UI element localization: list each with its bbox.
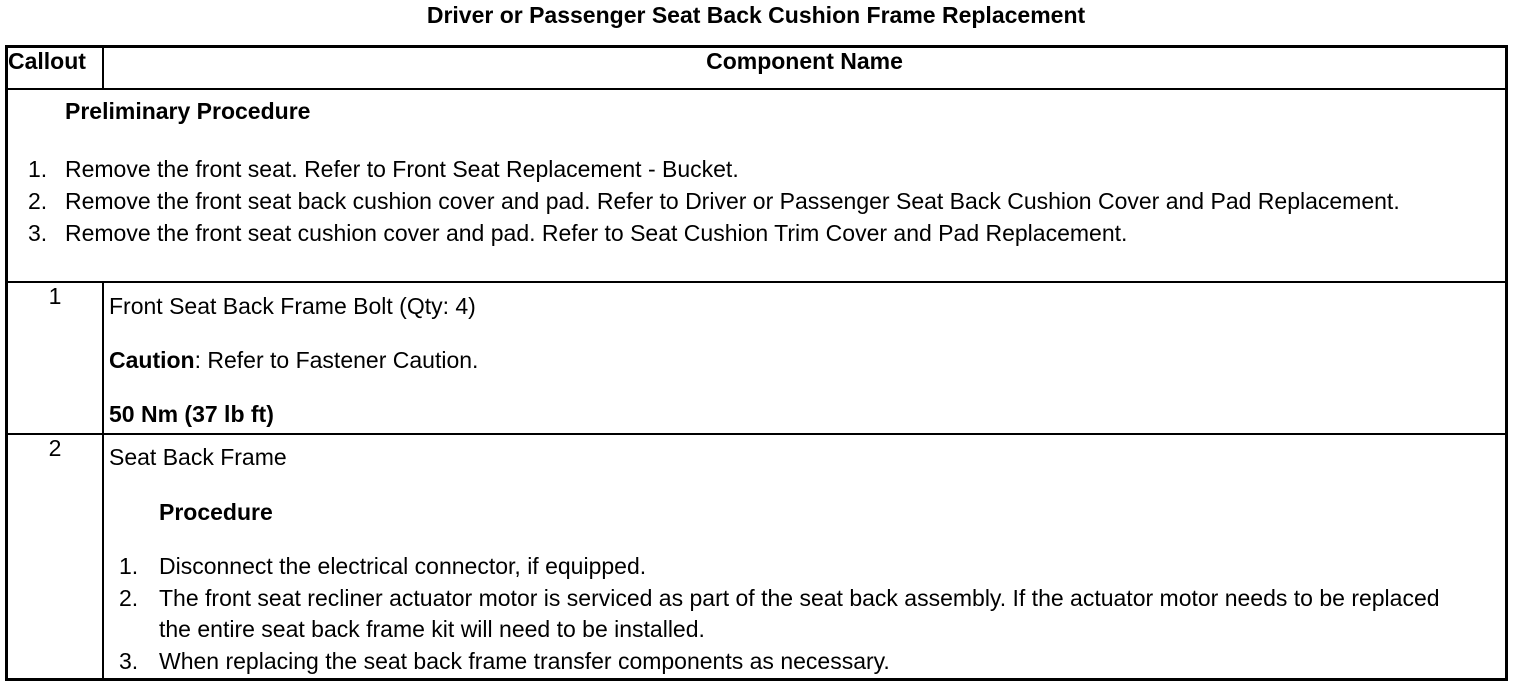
preliminary-step [8,154,1465,185]
procedure-step [102,583,1465,645]
step-text: Remove the front seat cushion cover and pad. Refer to Seat Cushion Trim Cover and Pad Replacement. [65,220,1128,246]
procedure-step-list [102,551,1465,678]
preliminary-step [8,218,1465,249]
preliminary-procedure-heading: Preliminary Procedure [65,98,311,124]
step-number: 1. [28,156,48,182]
caution-text: : Refer to Fastener Caution. [194,347,479,373]
preliminary-procedure-cell [7,89,1507,282]
step-number: 1. [119,553,139,579]
step-text: When replacing the seat back frame transfer components as necessary. [159,648,890,674]
step-text: Remove the front seat. Refer to Front Seat Replacement - Bucket. [65,156,739,182]
step-text: Remove the front seat back cushion cover and pad. Refer to Driver or Passenger Seat Back Cushion Cover and Pad Replacement. [65,188,1400,214]
procedure-heading: Procedure [159,499,273,525]
step-number: 3. [119,648,139,674]
table-row [7,282,1507,434]
procedure-step [102,551,1465,582]
callout-number: 1 [7,282,104,434]
page-title: Driver or Passenger Seat Back Cushion Frame Replacement [426,2,1086,28]
callout-number: 2 [7,434,104,680]
component-cell [103,434,1507,680]
component-cell [103,282,1507,434]
step-number: 2. [28,188,48,214]
procedure-table [5,45,1508,681]
procedure-step [102,646,1465,677]
caution-label: Caution [109,347,195,373]
step-text: The front seat recliner actuator motor is serviced as part of the seat back assembly. If the actuator motor needs to be replaced the entire seat back frame kit will need to be installed. [159,585,1440,642]
table-row [7,434,1507,680]
caution-note [109,345,478,376]
component-name: Front Seat Back Frame Bolt (Qty: 4) [109,293,476,319]
torque-spec: 50 Nm (37 lb ft) [109,401,274,427]
step-number: 2. [119,585,139,611]
step-number: 3. [28,220,48,246]
table-header-row [7,47,1507,90]
preliminary-procedure-row [7,89,1507,282]
preliminary-step [8,186,1465,217]
callout-column-header: Callout [7,47,104,90]
preliminary-step-list [8,154,1465,250]
component-name: Seat Back Frame [109,444,287,470]
step-text: Disconnect the electrical connector, if equipped. [159,553,647,579]
component-name-column-header: Component Name [103,47,1507,90]
